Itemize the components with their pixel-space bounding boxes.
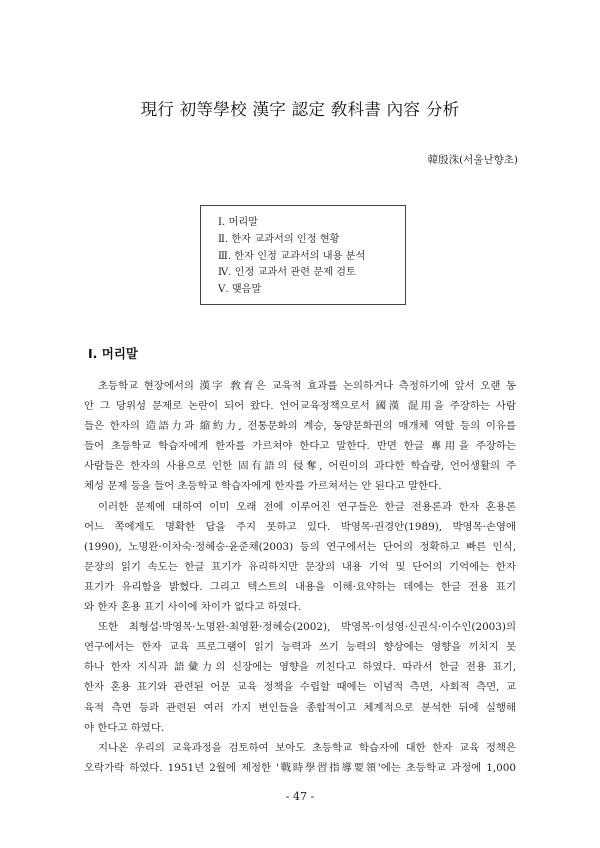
body-line: 이러한 문제에 대하여 이미 오래 전에 이루어진 연구들은 한글 전용론과 한자 혼용론: [98, 500, 516, 513]
body-line: 와 한자 혼용 표기 사이에 차이가 없다고 하였다.: [84, 601, 302, 614]
body-line: 지나온 우리의 교육과정을 검토하여 보아도 초등학교 학습자에 대한 한자 교육 정책은: [98, 741, 516, 754]
body-line: 어느 쪽에게도 명확한 답을 주지 못하고 있다. 박영목·권경안(1989), 박영목·손영애: [84, 520, 516, 533]
body-line: 안 그 당위성 문제로 논란이 되어 왔다. 언어교육정책으로서 國漢 混用을 주장하는 사람: [84, 400, 516, 413]
body-line: 문장의 읽기 속도는 한글 표기가 유리하지만 문장의 내용 기억 및 단어의 기억에는 한자: [84, 560, 516, 573]
body-line: 오락가락 하였다. 1951년 2월에 제정한 '戰時學習指導要領'에는 초등학교 과정에 1,000: [84, 761, 516, 774]
page-number: - 47 -: [285, 790, 315, 803]
body-text: [84, 376, 516, 778]
toc-item-2: Ⅱ. 한자 교과서의 인정 현황: [218, 233, 340, 245]
toc-item-1: Ⅰ. 머리말: [218, 217, 259, 228]
toc-item-3: Ⅲ. 한자 인정 교과서의 내용 분석: [218, 250, 366, 262]
body-line: 하나 한자 지식과 語彙力의 신장에는 영향을 끼친다고 하였다. 따라서 한글 전용 표기,: [84, 661, 516, 674]
body-line: 들어 초등학교 학습자에게 한자를 가르쳐야 한다고 말한다. 반면 한글 專用을 주장하는: [84, 440, 516, 453]
body-line: 표기가 유리함을 밝혔다. 그리고 텍스트의 내용을 이해·요약하는 데에는 한글 전용 표기: [84, 580, 516, 593]
body-line: 또한 최형섭·박영목·노명완·최영환·정혜승(2002), 박영목·이성영·신권식·이수인(2003)의: [98, 621, 516, 634]
toc-item-4: Ⅳ. 인정 교과서 관련 문제 검토: [218, 267, 356, 279]
body-line: 초등학교 현장에서의 漢字 敎育은 교육적 효과를 논의하거나 측정하기에 앞서 오랜 동: [98, 380, 516, 392]
body-line: 들은 한자의 造語力과 縮約力, 전통문화의 계승, 동양문화권의 매개체 역할 등의 이유를: [84, 420, 516, 433]
body-line: 체성 문제 등을 들어 초등학교 학습자에게 한자를 가르쳐서는 안 된다고 말한다.: [84, 480, 442, 493]
table-of-contents: [200, 205, 406, 305]
body-line: 연구에서는 한자 교육 프로그램이 읽기 능력과 쓰기 능력의 향상에는 영향을 끼치지 못: [84, 641, 516, 654]
toc-item-5: Ⅴ. 맺음말: [218, 284, 262, 296]
body-line: 육적 측면 등과 관련된 여러 가지 변인들을 종합적이고 체계적으로 분석한 뒤에 실행해: [84, 701, 516, 714]
body-line: (1990), 노명완·이차숙·정혜승·윤준채(2003) 등의 연구에서는 단어의 정확하고 빠른 인식,: [84, 540, 516, 553]
paper-title: 現行 初等學校 漢字 認定 敎科書 內容 分析: [140, 100, 460, 119]
body-line: 한자 혼용 표기와 관련된 어문 교육 정책을 수립할 때에는 이념적 측면, 사회적 측면, 교: [84, 681, 516, 694]
body-line: 사람들은 한자의 사용으로 인한 固有語의 侵奪, 어린이의 과다한 학습량, 언어생활의 주: [84, 460, 516, 473]
author-line: 韓殷洙(서울난향초): [427, 154, 518, 166]
body-line: 야 한다고 하였다.: [84, 721, 165, 734]
section-heading: Ⅰ. 머리말: [88, 346, 138, 361]
